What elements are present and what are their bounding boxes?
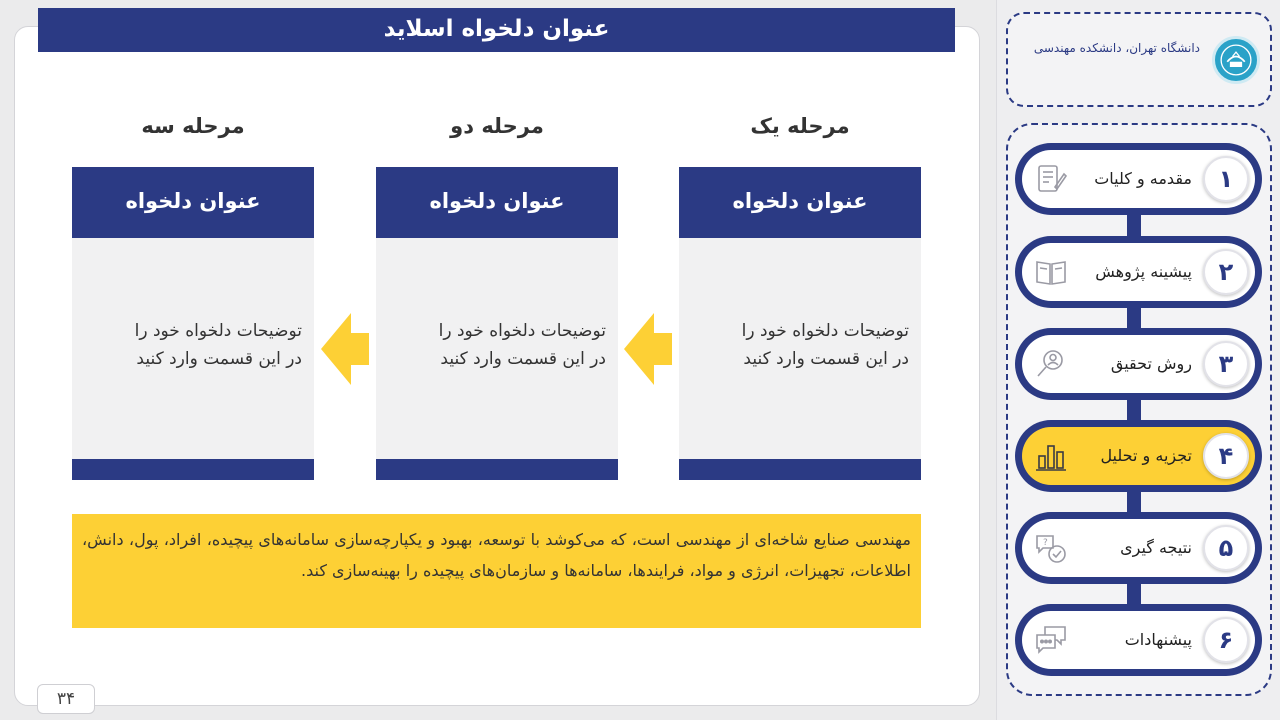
nav-item-analysis[interactable] [1015,420,1262,492]
arrow-left-icon [624,313,672,385]
speech-bubbles-icon [1033,622,1069,658]
stage-description-line: توضیحات دلخواه خود را [134,321,302,341]
chat-check-icon [1033,530,1069,566]
svg-text:?: ? [1043,538,1048,548]
nav-label: تجزیه و تحلیل [1100,446,1192,465]
nav-number: ۲ [1203,249,1249,295]
nav-number: ۶ [1203,617,1249,663]
stage-description-line: در این قسمت وارد کنید [136,349,302,369]
arrow-left-icon [321,313,369,385]
stage-card-three [72,167,314,480]
bar-chart-icon [1033,438,1069,474]
university-name: دانشگاه تهران، دانشکده مهندسی [1033,41,1200,55]
stage-footer-bar [376,459,618,480]
stage-label-three: مرحله سه [141,114,245,138]
stage-heading: عنوان دلخواه [376,167,618,238]
stage-label-one: مرحله یک [750,114,850,138]
nav-number: ۴ [1203,433,1249,479]
nav-label: پیشنهادات [1124,630,1192,649]
nav-number: ۵ [1203,525,1249,571]
stage-description [388,317,606,373]
nav-number: ۳ [1203,341,1249,387]
stage-description-line: در این قسمت وارد کنید [440,349,606,369]
stage-footer-bar [72,459,314,480]
slide-title: عنوان دلخواه اسلاید [38,8,955,52]
stage-description-line: توضیحات دلخواه خود را [438,321,606,341]
nav-number: ۱ [1203,156,1249,202]
open-book-icon [1033,254,1069,290]
nav-label: مقدمه و کلیات [1094,169,1192,188]
nav-item-methodology[interactable] [1015,328,1262,400]
nav-label: پیشینه پژوهش [1095,262,1192,281]
stage-description [691,317,909,373]
nav-label: نتیجه گیری [1120,538,1192,557]
nav-item-introduction[interactable] [1015,143,1262,215]
stage-card-two [376,167,618,480]
stage-description-line: توضیحات دلخواه خود را [741,321,909,341]
nav-label: روش تحقیق [1110,354,1192,373]
stage-heading: عنوان دلخواه [72,167,314,238]
nav-item-conclusion[interactable] [1015,512,1262,584]
university-header [1006,12,1272,107]
document-pen-icon [1033,161,1069,197]
stage-footer-bar [679,459,921,480]
description-text-box: مهندسی صنایع شاخه‌ای از مهندسی است، که می‌کوشد با توسعه، بهبود و یکپارچه‌سازی سامانه‌های پیچیده، افراد، پول، دانش، اطلاعات، تجهیزات، انرژی و مواد، فرایندها، سامانه‌ها و سازمان‌های پیچیده را بهینه‌سازی کند. [72,514,921,628]
page-number: ۳۴ [37,684,95,714]
stage-heading: عنوان دلخواه [679,167,921,238]
stage-card-one [679,167,921,480]
nav-item-literature[interactable] [1015,236,1262,308]
magnifier-person-icon [1033,346,1069,382]
stage-description-line: در این قسمت وارد کنید [743,349,909,369]
stage-label-two: مرحله دو [450,114,544,138]
nav-item-suggestions[interactable] [1015,604,1262,676]
stage-description [84,317,302,373]
university-logo-icon [1212,36,1260,84]
